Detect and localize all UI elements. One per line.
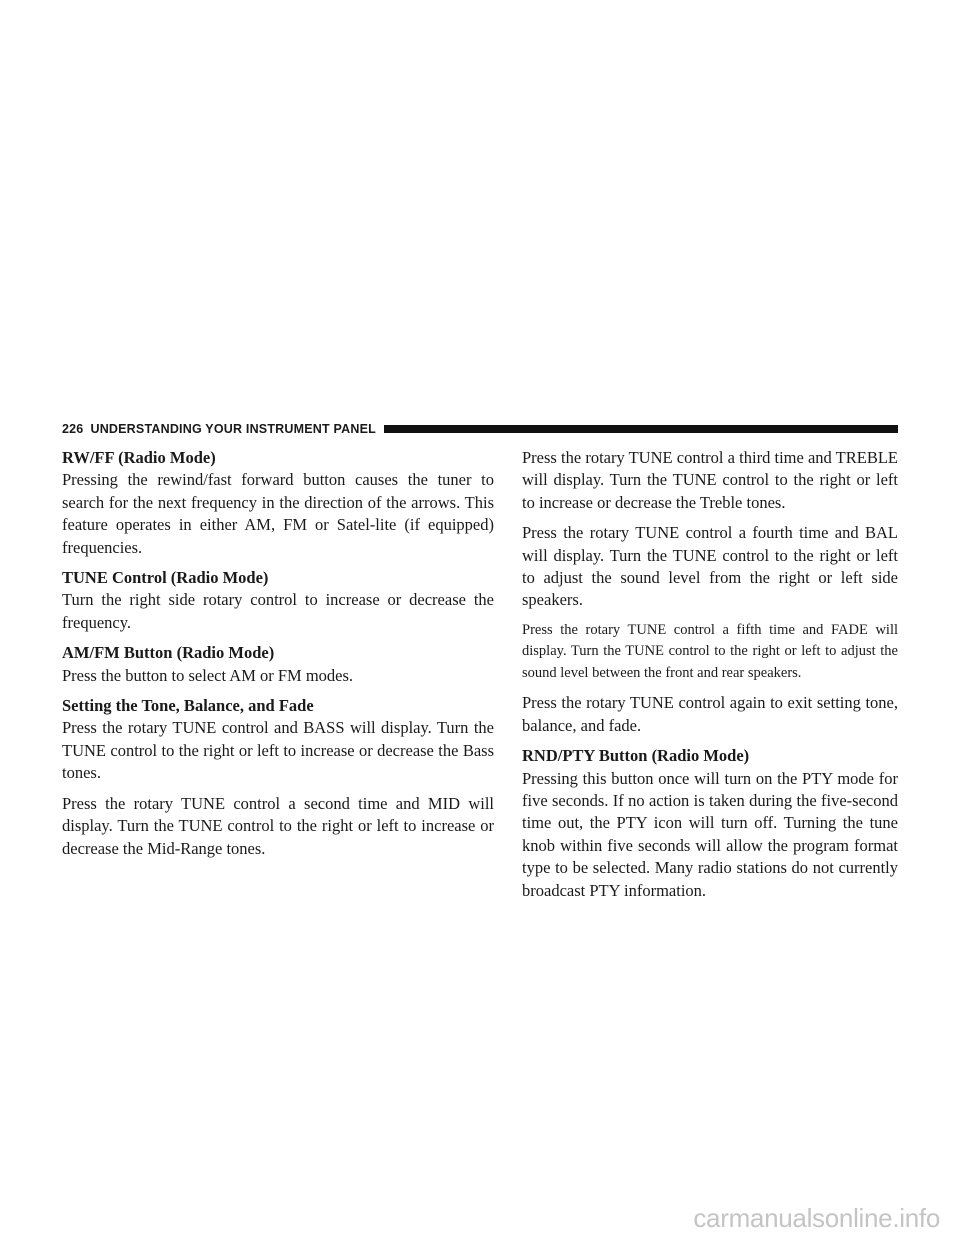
right-column — [522, 447, 898, 910]
page-number: 226 — [62, 422, 84, 436]
section-heading: TUNE Control (Radio Mode) — [62, 568, 269, 588]
section-heading: Setting the Tone, Balance, and Fade — [62, 696, 314, 716]
page-header — [62, 421, 898, 437]
section-body: Press the button to select AM or FM modes. — [62, 665, 354, 685]
section-heading: AM/FM Button (Radio Mode) — [62, 643, 275, 663]
section-rw-ff — [62, 447, 494, 559]
section-body: Turn the right side rotary control to increase or decrease the frequency. — [62, 590, 494, 632]
paragraph-fade: Press the rotary TUNE control a fifth time and FADE will display. Turn the TUNE control to the right or left to adjust the sound level between the front and rear speakers. — [522, 621, 898, 681]
paragraph-balance: Press the rotary TUNE control a fourth time and BAL will display. Turn the TUNE control to the right or left to adjust the sound level from the right or left side speakers. — [522, 523, 898, 610]
paragraph-treble: Press the rotary TUNE control a third time and TREBLE will display. Turn the TUNE control to the right or left to increase or decrease the Treble tones. — [522, 448, 898, 512]
section-rnd-pty-button — [522, 745, 898, 902]
watermark: carmanualsonline.info — [693, 1203, 940, 1233]
section-am-fm-button — [62, 642, 494, 687]
left-column — [62, 447, 494, 868]
section-title: UNDERSTANDING YOUR INSTRUMENT PANEL — [90, 422, 376, 436]
section-tune-control — [62, 567, 494, 634]
section-body: Pressing this button once will turn on the PTY mode for five seconds. If no action is taken during the five-second time out, the PTY icon will turn off. Turning the tune knob within five seconds will allow the program format type to be selected. Many radio stations do not currently broadcast PTY information. — [522, 768, 898, 900]
section-body: Pressing the rewind/fast forward button causes the tuner to search for the next frequency in the direction of the arrows. This feature operates in either AM, FM or Satel-lite (if equipped) frequencies. — [62, 470, 494, 557]
section-heading: RND/PTY Button (Radio Mode) — [522, 746, 750, 766]
paragraph-mid: Press the rotary TUNE control a second time and MID will display. Turn the TUNE control to the right or left to increase or decrease the Mid-Range tones. — [62, 793, 494, 858]
header-rule — [384, 425, 898, 433]
section-body: Press the rotary TUNE control and BASS will display. Turn the TUNE control to the right or left to increase or decrease the Bass tones. — [62, 718, 494, 783]
section-tone-balance-fade — [62, 695, 494, 785]
paragraph-exit: Press the rotary TUNE control again to exit setting tone, balance, and fade. — [522, 693, 898, 735]
section-heading: RW/FF (Radio Mode) — [62, 448, 216, 467]
